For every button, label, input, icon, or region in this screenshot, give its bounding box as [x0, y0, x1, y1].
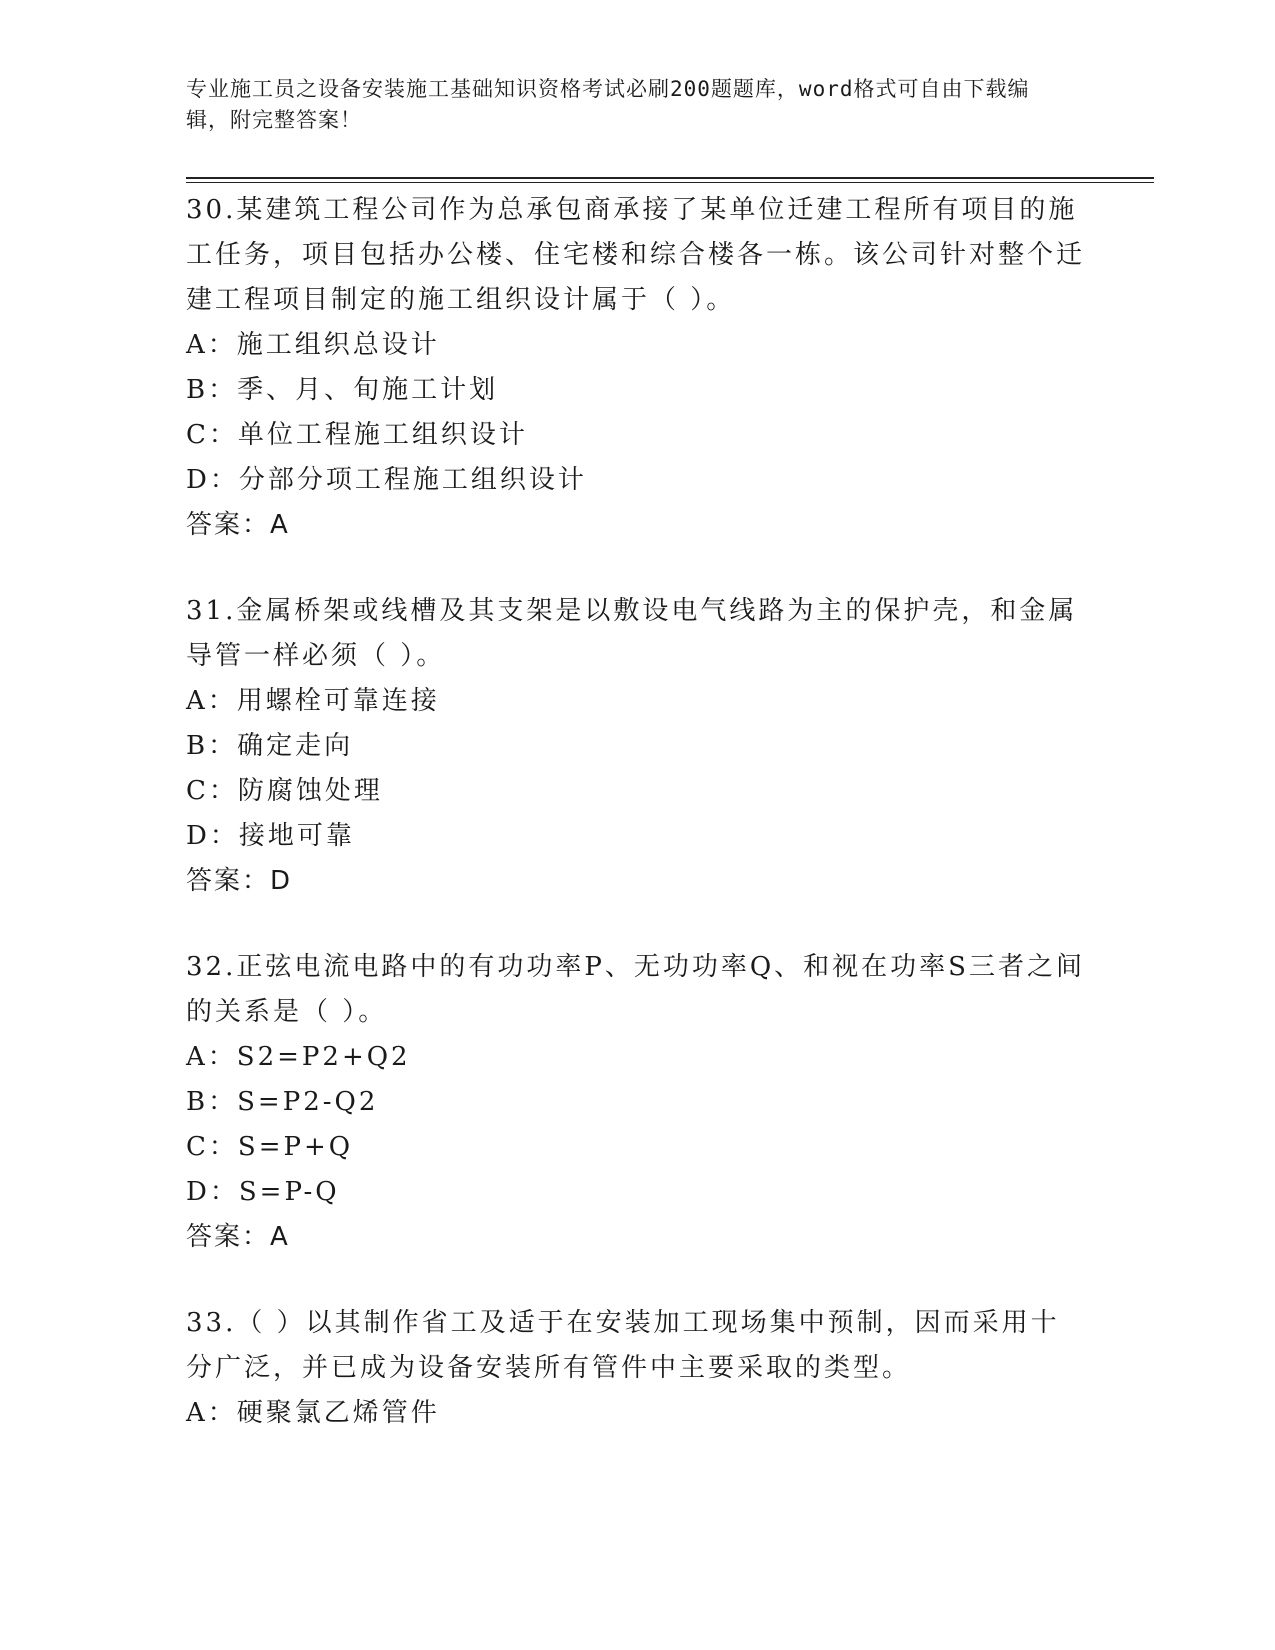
question-stem: 33.（ ）以其制作省工及适于在安装加工现场集中预制，因而采用十分广泛，并已成为设备安装所有管件中主要采取的类型。: [186, 1308, 1060, 1383]
option-a: A：用螺栓可靠连接: [186, 686, 440, 716]
question-stem: 30.某建筑工程公司作为总承包商承接了某单位迁建工程所有项目的施工任务，项目包括办公楼、住宅楼和综合楼各一栋。该公司针对整个迁建工程项目制定的施工组织设计属于（ ）。: [186, 195, 1086, 315]
question-31: [186, 589, 1086, 904]
question-stem: 32.正弦电流电路中的有功功率P、无功功率Q、和视在功率S三者之间的关系是（ ）。: [186, 952, 1085, 1027]
option-a: A：硬聚氯乙烯管件: [186, 1398, 440, 1428]
option-c: C：单位工程施工组织设计: [186, 420, 528, 450]
answer-line: 答案：A: [186, 510, 290, 540]
question-33: [186, 1301, 1086, 1436]
option-d: D：分部分项工程施工组织设计: [186, 465, 587, 495]
answer-line: 答案：A: [186, 1222, 290, 1252]
option-a: A：施工组织总设计: [186, 330, 440, 360]
question-stem: 31.金属桥架或线槽及其支架是以敷设电气线路为主的保护壳，和金属导管一样必须（ ）。: [186, 596, 1078, 671]
document-header: 专业施工员之设备安装施工基础知识资格考试必刷200题题库，word格式可自由下载编辑，附完整答案！: [186, 77, 1030, 132]
option-d: D：S=P-Q: [186, 1177, 340, 1207]
option-c: C：S=P+Q: [186, 1132, 354, 1162]
question-30: [186, 188, 1086, 548]
question-list: [186, 188, 1086, 1477]
option-b: B：确定走向: [186, 731, 354, 761]
question-32: [186, 945, 1086, 1260]
header-divider-thin: [186, 182, 1154, 183]
option-b: B：S=P2-Q2: [186, 1087, 379, 1117]
option-d: D：接地可靠: [186, 821, 355, 851]
header-divider-thick: [186, 177, 1154, 179]
option-c: C：防腐蚀处理: [186, 776, 383, 806]
answer-line: 答案：D: [186, 866, 293, 896]
option-a: A：S2=P2+Q2: [186, 1042, 411, 1072]
option-b: B：季、月、旬施工计划: [186, 375, 499, 405]
